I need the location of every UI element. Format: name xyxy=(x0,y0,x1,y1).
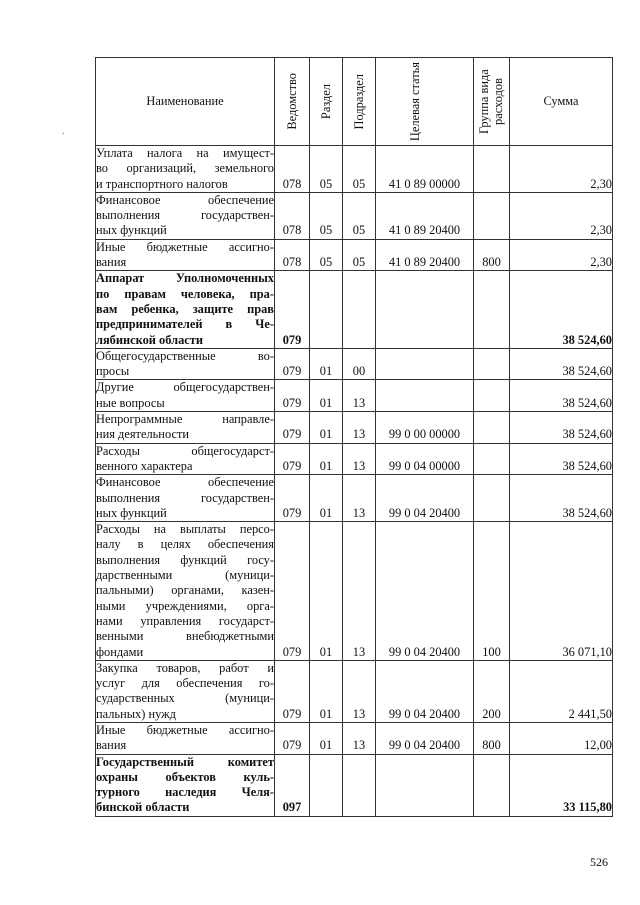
row-name-line: Другие общегосударствен- xyxy=(96,380,274,395)
row-group xyxy=(474,754,510,816)
row-name-line: пальных) нужд xyxy=(96,706,176,721)
row-name xyxy=(96,271,275,348)
row-sum: 38 524,60 xyxy=(510,271,613,348)
row-section: 05 xyxy=(310,239,343,271)
header-group: Группа вида расходов xyxy=(474,58,510,146)
row-name-line: пальными) органами, казен- xyxy=(96,583,274,598)
row-name-line: венного характера xyxy=(96,458,193,473)
table-row xyxy=(96,348,613,380)
row-name-line: фондами xyxy=(96,644,144,659)
page-number: 526 xyxy=(590,855,608,869)
row-section: 01 xyxy=(310,380,343,412)
row-section: 01 xyxy=(310,722,343,754)
row-target xyxy=(376,754,474,816)
table-header-row xyxy=(96,58,613,146)
row-dept: 079 xyxy=(275,443,310,475)
row-subsection: 05 xyxy=(343,192,376,239)
row-name-line: выполнения государствен- xyxy=(96,208,274,223)
row-group xyxy=(474,475,510,522)
row-name-line: Финансовое обеспечение xyxy=(96,192,274,207)
row-dept: 078 xyxy=(275,192,310,239)
row-name-line: вам ребенка, защите прав xyxy=(96,301,274,316)
table-row xyxy=(96,522,613,661)
row-group: 800 xyxy=(474,239,510,271)
row-sum: 38 524,60 xyxy=(510,380,613,412)
row-name-line: Иные бюджетные ассигно- xyxy=(96,239,274,254)
row-group: 800 xyxy=(474,722,510,754)
row-section: 01 xyxy=(310,348,343,380)
row-name-line: сударственных (муници- xyxy=(96,691,274,706)
row-name xyxy=(96,348,275,380)
table-body xyxy=(96,146,613,817)
table-row xyxy=(96,443,613,475)
row-group xyxy=(474,192,510,239)
row-subsection: 13 xyxy=(343,412,376,444)
row-name-line: Иные бюджетные ассигно- xyxy=(96,722,274,737)
table-row xyxy=(96,475,613,522)
table-row xyxy=(96,660,613,722)
table-row xyxy=(96,192,613,239)
row-section: 05 xyxy=(310,192,343,239)
table-row xyxy=(96,722,613,754)
row-section xyxy=(310,271,343,348)
row-group: 100 xyxy=(474,522,510,661)
row-name-line: Общегосударственные во- xyxy=(96,348,274,363)
row-sum: 38 524,60 xyxy=(510,412,613,444)
header-section: Раздел xyxy=(310,58,343,146)
row-name-line: турного наследия Челя- xyxy=(96,785,274,800)
row-group xyxy=(474,146,510,193)
row-sum: 38 524,60 xyxy=(510,443,613,475)
row-section: 01 xyxy=(310,660,343,722)
row-target: 41 0 89 20400 xyxy=(376,239,474,271)
header-name: Наименование xyxy=(96,58,275,146)
row-name-line: венными внебюджетными xyxy=(96,629,274,644)
row-name-line: вания xyxy=(96,738,127,753)
row-name-line: во организаций, земельного xyxy=(96,161,274,176)
row-name-line: просы xyxy=(96,364,130,379)
row-group: 200 xyxy=(474,660,510,722)
row-subsection: 13 xyxy=(343,380,376,412)
row-group xyxy=(474,271,510,348)
row-name-line: Финансовое обеспечение xyxy=(96,475,274,490)
row-name-line: ния деятельности xyxy=(96,427,189,442)
row-dept: 079 xyxy=(275,380,310,412)
row-dept: 079 xyxy=(275,722,310,754)
row-dept: 079 xyxy=(275,412,310,444)
row-name-line: дарственными (муници- xyxy=(96,568,274,583)
table-row xyxy=(96,380,613,412)
row-name-line: охраны объектов куль- xyxy=(96,769,274,784)
row-target: 41 0 89 20400 xyxy=(376,192,474,239)
row-name-line: Непрограммные направле- xyxy=(96,412,274,427)
row-name-line: выполнения функций госу- xyxy=(96,552,274,567)
row-name xyxy=(96,722,275,754)
row-target: 99 0 04 20400 xyxy=(376,522,474,661)
row-name xyxy=(96,754,275,816)
budget-table xyxy=(95,57,613,817)
row-group xyxy=(474,443,510,475)
row-target xyxy=(376,271,474,348)
row-section xyxy=(310,754,343,816)
row-name xyxy=(96,412,275,444)
header-sum: Сумма xyxy=(510,58,613,146)
row-subsection: 13 xyxy=(343,522,376,661)
row-name xyxy=(96,146,275,193)
table-row xyxy=(96,146,613,193)
row-target: 99 0 04 20400 xyxy=(376,722,474,754)
table-row xyxy=(96,412,613,444)
row-dept: 079 xyxy=(275,271,310,348)
row-name xyxy=(96,475,275,522)
row-name-line: ные вопросы xyxy=(96,395,165,410)
row-name-line: услуг для обеспечения го- xyxy=(96,676,274,691)
row-name-line: по правам человека, пра- xyxy=(96,286,274,301)
row-section: 05 xyxy=(310,146,343,193)
row-subsection xyxy=(343,754,376,816)
row-sum: 2,30 xyxy=(510,146,613,193)
row-target xyxy=(376,348,474,380)
row-name xyxy=(96,192,275,239)
row-sum: 12,00 xyxy=(510,722,613,754)
row-subsection xyxy=(343,271,376,348)
row-name-line: предпринимателей в Че- xyxy=(96,317,274,332)
row-name-line: Расходы на выплаты персо- xyxy=(96,522,274,537)
row-name-line: Расходы общегосударст- xyxy=(96,443,274,458)
row-subsection: 05 xyxy=(343,146,376,193)
row-target: 99 0 04 20400 xyxy=(376,660,474,722)
row-subsection: 00 xyxy=(343,348,376,380)
row-dept: 079 xyxy=(275,522,310,661)
row-name xyxy=(96,660,275,722)
row-target xyxy=(376,380,474,412)
row-name xyxy=(96,443,275,475)
row-dept: 097 xyxy=(275,754,310,816)
row-name-line: ных функций xyxy=(96,505,167,520)
row-name xyxy=(96,522,275,661)
row-subsection: 05 xyxy=(343,239,376,271)
row-group xyxy=(474,380,510,412)
margin-mark: . xyxy=(62,126,65,137)
row-subsection: 13 xyxy=(343,660,376,722)
row-name-line: ными учреждениями, орга- xyxy=(96,598,274,613)
row-subsection: 13 xyxy=(343,475,376,522)
row-name-line: налу в целях обеспечения xyxy=(96,537,274,552)
row-name-line: и транспортного налогов xyxy=(96,176,228,191)
row-section: 01 xyxy=(310,522,343,661)
row-subsection: 13 xyxy=(343,443,376,475)
row-name-line: Государственный комитет xyxy=(96,754,274,769)
row-group xyxy=(474,412,510,444)
row-sum: 2,30 xyxy=(510,239,613,271)
row-sum: 36 071,10 xyxy=(510,522,613,661)
row-name-line: нами управления государст- xyxy=(96,613,274,628)
row-section: 01 xyxy=(310,475,343,522)
row-sum: 2,30 xyxy=(510,192,613,239)
row-target: 99 0 04 00000 xyxy=(376,443,474,475)
row-name-line: бинской области xyxy=(96,800,190,815)
header-dept: Ведомство xyxy=(275,58,310,146)
row-name-line: ных функций xyxy=(96,223,167,238)
row-sum: 2 441,50 xyxy=(510,660,613,722)
row-name-line: Уплата налога на имущест- xyxy=(96,146,274,160)
table-row xyxy=(96,754,613,816)
header-target: Целевая статья xyxy=(376,58,474,146)
header-subsection: Подраздел xyxy=(343,58,376,146)
table-row xyxy=(96,239,613,271)
row-name-line: Аппарат Уполномоченных xyxy=(96,271,274,286)
row-target: 41 0 89 00000 xyxy=(376,146,474,193)
table-row xyxy=(96,271,613,348)
row-subsection: 13 xyxy=(343,722,376,754)
row-dept: 079 xyxy=(275,348,310,380)
row-sum: 33 115,80 xyxy=(510,754,613,816)
row-target: 99 0 00 00000 xyxy=(376,412,474,444)
row-dept: 078 xyxy=(275,146,310,193)
row-section: 01 xyxy=(310,412,343,444)
row-dept: 078 xyxy=(275,239,310,271)
row-sum: 38 524,60 xyxy=(510,475,613,522)
row-sum: 38 524,60 xyxy=(510,348,613,380)
row-section: 01 xyxy=(310,443,343,475)
row-name-line: вания xyxy=(96,255,127,270)
row-dept: 079 xyxy=(275,660,310,722)
row-dept: 079 xyxy=(275,475,310,522)
row-name xyxy=(96,380,275,412)
row-group xyxy=(474,348,510,380)
row-name-line: выполнения государствен- xyxy=(96,490,274,505)
row-name-line: Закупка товаров, работ и xyxy=(96,660,274,675)
row-name-line: лябинской области xyxy=(96,332,203,347)
row-target: 99 0 04 20400 xyxy=(376,475,474,522)
row-name xyxy=(96,239,275,271)
